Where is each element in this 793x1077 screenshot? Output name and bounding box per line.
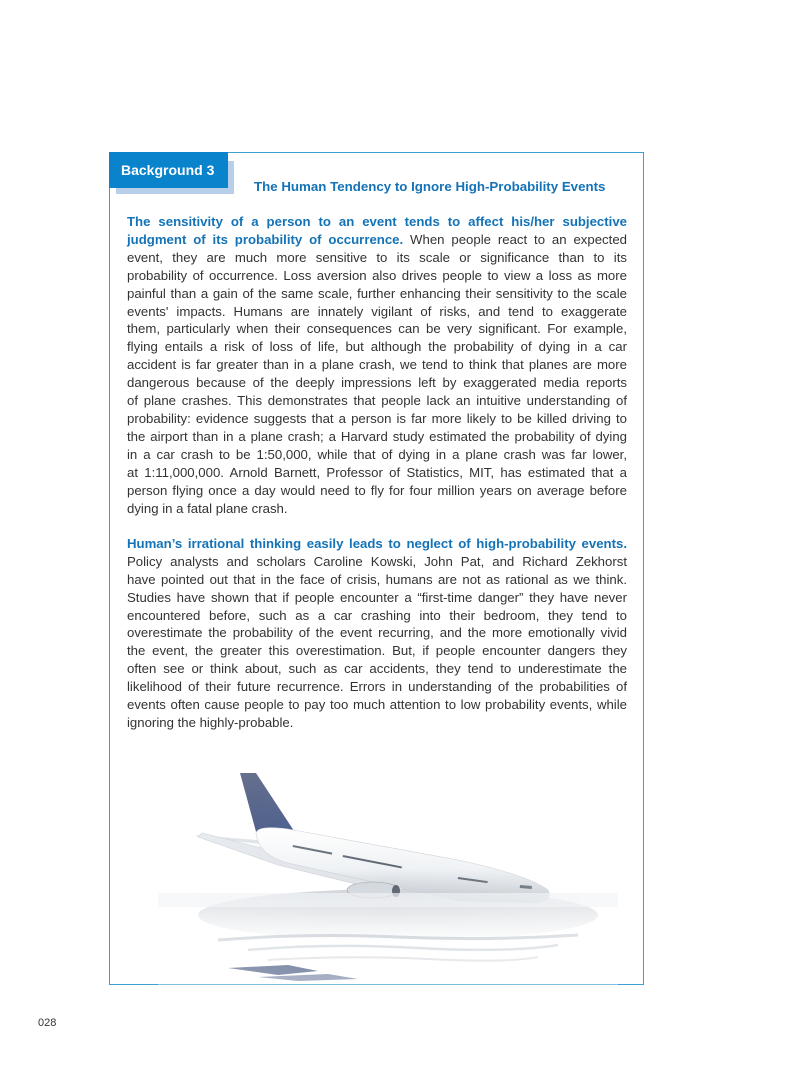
airplane-image	[158, 765, 618, 985]
lead-sentence: Human’s irrational thinking easily leads to neglect of high-probability events.	[127, 535, 627, 551]
text-line: likelihood of their future recurrence. Errors in understanding of the probabilities of	[127, 679, 627, 695]
section-title: The Human Tendency to Ignore High-Probability Events	[254, 179, 606, 194]
airplane-in-water-illustration	[158, 765, 618, 985]
text-line: painful than a gain of the same scale, further enhancing their sensitivity to the scale	[127, 285, 627, 301]
text-line: flying entails a risk of loss of life, but although the probability of dying in a car	[127, 339, 627, 355]
text-line: of plane crashes. This demonstrates that people lack an intuitive understanding of	[127, 393, 627, 409]
text-line: judgment of its probability of occurrence. When people react to an expected	[127, 231, 627, 247]
text-line: have pointed out that in the face of crisis, humans are not as rational as we think.	[127, 571, 627, 587]
text-line: event, they are much more sensitive to its scale or significance than to its	[127, 249, 627, 265]
text-line: the event, the greater this overestimation. But, if people encounter dangers they	[127, 643, 627, 659]
text-line: at 1:11,000,000. Arnold Barnett, Professor of Statistics, MIT, has estimated that a	[127, 464, 627, 480]
text-line: encountered before, such as a car crashing into their bedroom, they tend to	[127, 607, 627, 623]
background-badge: Background 3	[109, 152, 228, 188]
paragraph-1	[127, 213, 627, 517]
text-line	[127, 213, 627, 231]
page-number: 028	[38, 1017, 57, 1029]
text-line: often see or think about, such as car accidents, they tend to underestimate the	[127, 661, 627, 677]
paragraph-2	[127, 535, 627, 732]
text-line: in a car crash to be 1:50,000, while that of dying in a plane crash was far lower,	[127, 446, 627, 462]
text-line: events' impacts. Humans are innately vigilant of risks, and tend to exaggerate	[127, 303, 627, 319]
text-line: the airport than in a plane crash; a Harvard study estimated the probability of dying	[127, 428, 627, 444]
lead-sentence: The sensitivity of a person to an event tends to affect his/her subjective	[127, 214, 627, 229]
text-line: them, particularly when their consequences can be very significant. For example,	[127, 321, 627, 337]
text-line	[127, 535, 627, 553]
text-line: probability of occurrence. Loss aversion also drives people to view a loss as more	[127, 267, 627, 283]
text-line: dying in a fatal plane crash.	[127, 500, 288, 516]
text-line: events often cause people to pay too much attention to low probability events, while	[127, 697, 627, 713]
text-line: ignoring the highly-probable.	[127, 714, 294, 730]
text-line: dangerous because of the deeply impressions left by exaggerated media reports	[127, 375, 627, 391]
text-line: Studies have shown that if people encounter a “first-time danger” they have never	[127, 589, 627, 605]
body-content	[127, 213, 627, 749]
text-line: person flying once a day would need to fly for four million years on average before	[127, 482, 627, 498]
text-line: accident is far greater than in a plane crash, we tend to think that planes are more	[127, 357, 627, 373]
lead-sentence: judgment of its probability of occurrence.	[127, 231, 404, 247]
text-line: overestimate the probability of the event recurring, and the more emotionally vivid	[127, 625, 627, 641]
text-line: probability: evidence suggests that a person is far more likely to be killed driving to	[127, 410, 627, 426]
text-line: Policy analysts and scholars Caroline Kowski, John Pat, and Richard Zekhorst	[127, 553, 627, 569]
